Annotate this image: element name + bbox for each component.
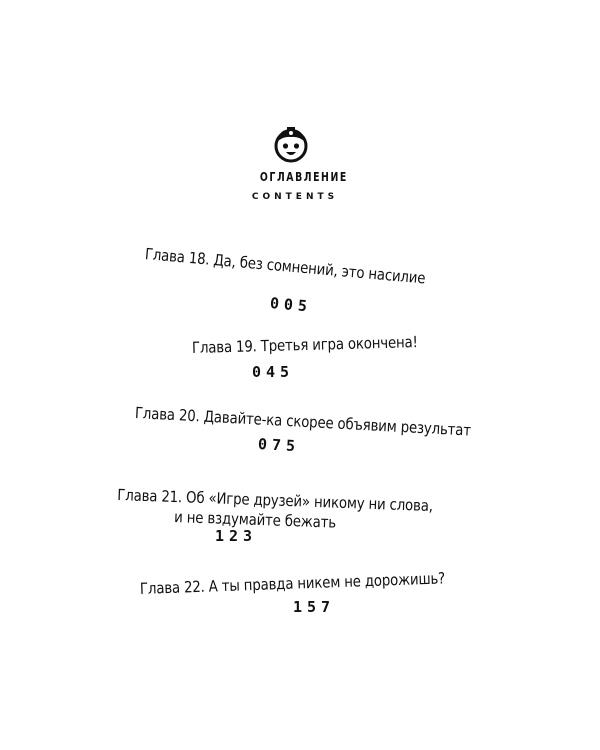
chapter-title-text: Глава 19. Третья игра окончена!: [191, 333, 418, 357]
chapter-21-page-number[interactable]: 123: [215, 527, 258, 545]
chapter-20-title[interactable]: [134, 403, 471, 441]
chapter-title-text: Глава 22. А ты правда никем не дорожишь?: [139, 569, 446, 598]
chapter-title-text: Глава 18. Да, без сомнений, это насилие: [144, 245, 427, 288]
contents-heading-en: CONTENTS: [251, 192, 339, 202]
chapter-title-text-line1: Глава 21. Об «Игре друзей» никому ни слова,: [117, 486, 434, 516]
chapter-19-page-number[interactable]: 045: [252, 363, 295, 381]
chapter-22-title[interactable]: [140, 568, 446, 599]
chapter-19-title[interactable]: [192, 332, 418, 358]
chapter-22-page-number[interactable]: 157: [293, 598, 336, 616]
smiling-face-mascot-icon: [272, 124, 310, 164]
contents-heading-ru: ОГЛАВЛЕНИЕ: [259, 170, 348, 184]
chapter-21-title[interactable]: [116, 485, 433, 536]
chapter-title-text: Глава 20. Давайте-ка скорее объявим результат: [134, 404, 472, 440]
chapter-18-page-number[interactable]: 005: [269, 294, 313, 316]
chapter-18-title[interactable]: [144, 244, 426, 288]
chapter-20-page-number[interactable]: 075: [257, 435, 301, 456]
chapter-title-text-line2: и не вздумайте бежать: [173, 508, 337, 532]
